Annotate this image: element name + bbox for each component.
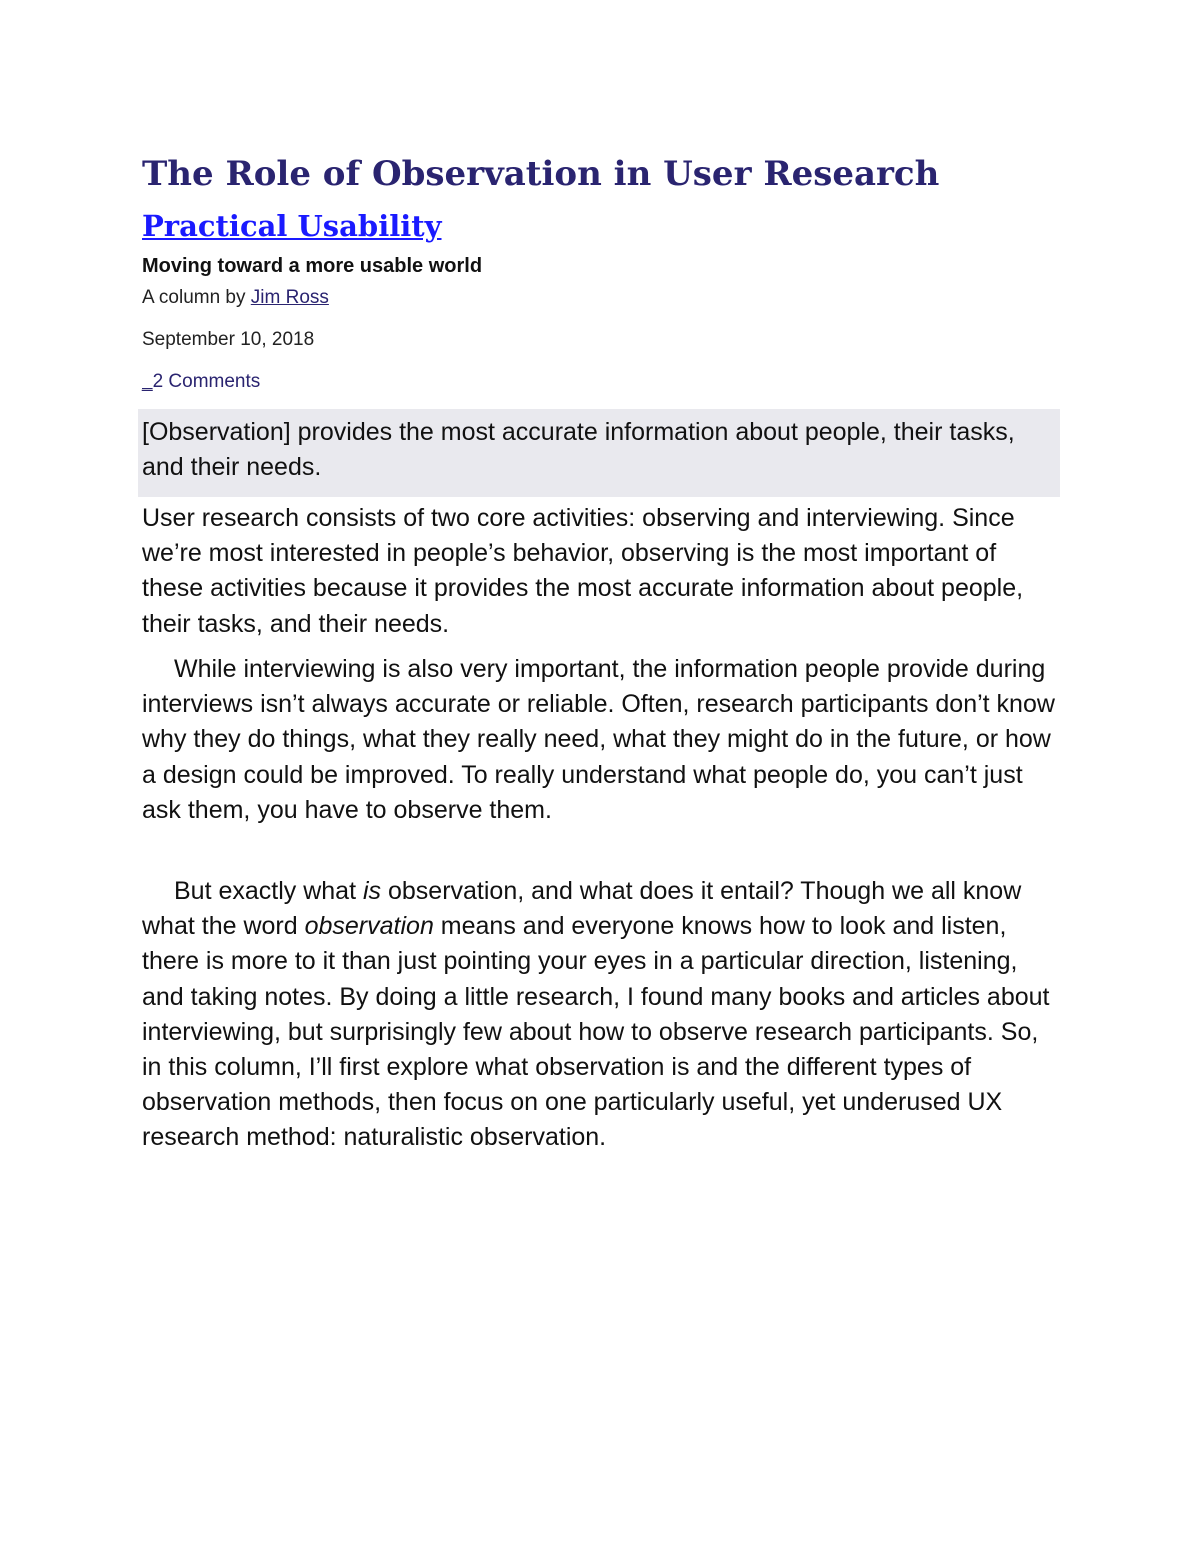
column-tagline: Moving toward a more usable world [142,255,483,277]
author-link[interactable]: Jim Ross [250,287,329,308]
article-title: The Role of Observation in User Research [142,154,940,194]
pull-quote: [Observation] provides the most accurate information about people, their tasks, and their needs. [138,409,1060,497]
byline [142,285,329,311]
p3-text-3: means and everyone knows how to look and listen, there is more to it than just pointing your eyes in a particular direction, listening, and taking notes. By doing a little research, I found many books and articles about interviewing, but surprisingly few about how to observe research participants. So, in this column, I’ll first explore what observation is and the different types of observation methods, then focus on one particularly useful, yet underused UX research method: naturalistic observation. [142,912,1050,1152]
p3-text-1: But exactly what [174,877,363,905]
byline-prefix: A column by [142,287,251,308]
body-paragraph-3 [142,874,1064,1156]
comments-link[interactable] [142,369,260,395]
comments-count: 2 Comments [152,371,261,392]
p3-text-2: observation, and what does it entail? Though we all know what the word [142,877,1022,941]
p3-emphasis-observation: observation [304,912,434,941]
p3-emphasis-is: is [362,877,382,905]
publish-date: September 10, 2018 [142,329,315,350]
comments-underscore: _ [142,371,153,392]
body-paragraph-1: User research consists of two core activities: observing and interviewing. Since we’re most interested in people’s behavior, observing is the most important of these activities because it provides the most accurate information about people, their tasks, and their needs. [142,504,1024,638]
column-name-link[interactable]: Practical Usability [142,209,442,243]
body-paragraph-2: While interviewing is also very important, the information people provide during interviews isn’t always accurate or reliable. Often, research participants don’t know why they do things, what they really need, what they might do in the future, or how a design could be improved. To really understand what people do, you can’t just ask them, you have to observe them. [142,655,1055,824]
